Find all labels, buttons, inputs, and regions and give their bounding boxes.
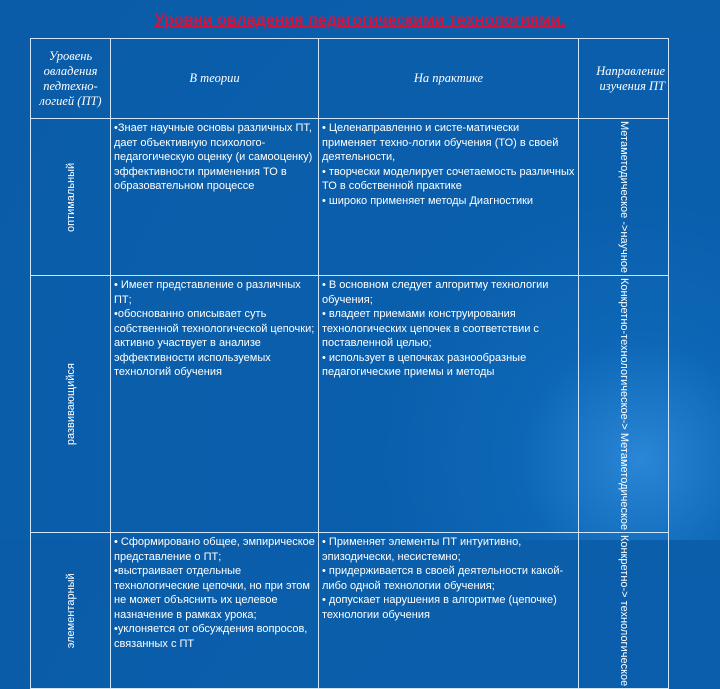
table-row	[31, 276, 669, 533]
practice-cell	[319, 276, 579, 533]
bullet: • владеет приемами конструирования технологических цепочек в соответствии с поставленной целью;	[322, 308, 539, 350]
bullet: •Знает научные основы различных ПТ, дает объективную психолого-педагогическую оценку (и самооценку) эффективности применения ТО в образовательном процессе	[114, 122, 313, 192]
table-row	[31, 533, 669, 689]
bullet: • широко применяет методы Диагностики	[322, 194, 534, 207]
level-cell: оптимальный	[31, 119, 111, 276]
header-level: Уровень овладения педтехно-логией (ПТ)	[31, 39, 111, 119]
header-row	[31, 39, 669, 119]
levels-table	[30, 38, 669, 689]
slide-title: Уровни овладения педагогическими технологиями.	[154, 12, 566, 29]
direction-cell: Метаметодическое ->научное	[579, 119, 669, 276]
level-cell: элементарный	[31, 533, 111, 689]
bullet: • допускает нарушения в алгоритме (цепочке) технологии обучения	[322, 594, 557, 621]
bullet: • придерживается в своей деятельности какой-либо одной технологии обучения;	[322, 565, 564, 592]
header-theory: В теории	[111, 39, 319, 119]
practice-cell	[319, 533, 579, 689]
table-row	[31, 119, 669, 276]
header-practice: На практике	[319, 39, 579, 119]
practice-cell	[319, 119, 579, 276]
bullet: • использует в цепочках разнообразные педагогические приемы и методы	[322, 351, 527, 379]
header-direction: Направление изучения ПТ	[579, 39, 669, 119]
bullet: • творчески моделирует сочетаемость различных ТО в собственной практике	[322, 165, 575, 192]
theory-cell	[111, 533, 319, 689]
theory-cell	[111, 119, 319, 276]
bullet: • Применяет элементы ПТ интуитивно, эпизодически, несистемно;	[322, 536, 522, 563]
bullet: •обоснованно описывает суть собственной технологической цепочки; активно участвует в анализе эффективности используемых технологий обучения	[114, 308, 315, 379]
bullet: •уклоняется от обсуждения вопросов, связанных с ПТ	[114, 623, 308, 650]
bullet: • В основном следует алгоритму технологии обучения;	[322, 279, 549, 306]
level-cell: развивающийся	[31, 276, 111, 533]
direction-cell: Конкретно-технологическое-> Метаметодическое	[579, 276, 669, 533]
bullet: • Сформировано общее, эмпирическое представление о ПТ;	[114, 536, 315, 563]
theory-cell	[111, 276, 319, 533]
bullet: • Целенаправленно и систе-матически применяет техно-логии обучения (ТО) в своей деятельности,	[322, 122, 559, 163]
bullet: •выстраивает отдельные технологические цепочки, но при этом не может объяснить их целевое назначение в рамках урока;	[114, 565, 310, 621]
direction-cell: Конкретно-> технологическое	[579, 533, 669, 689]
bullet: • Имеет представление о различных ПТ;	[114, 279, 301, 306]
